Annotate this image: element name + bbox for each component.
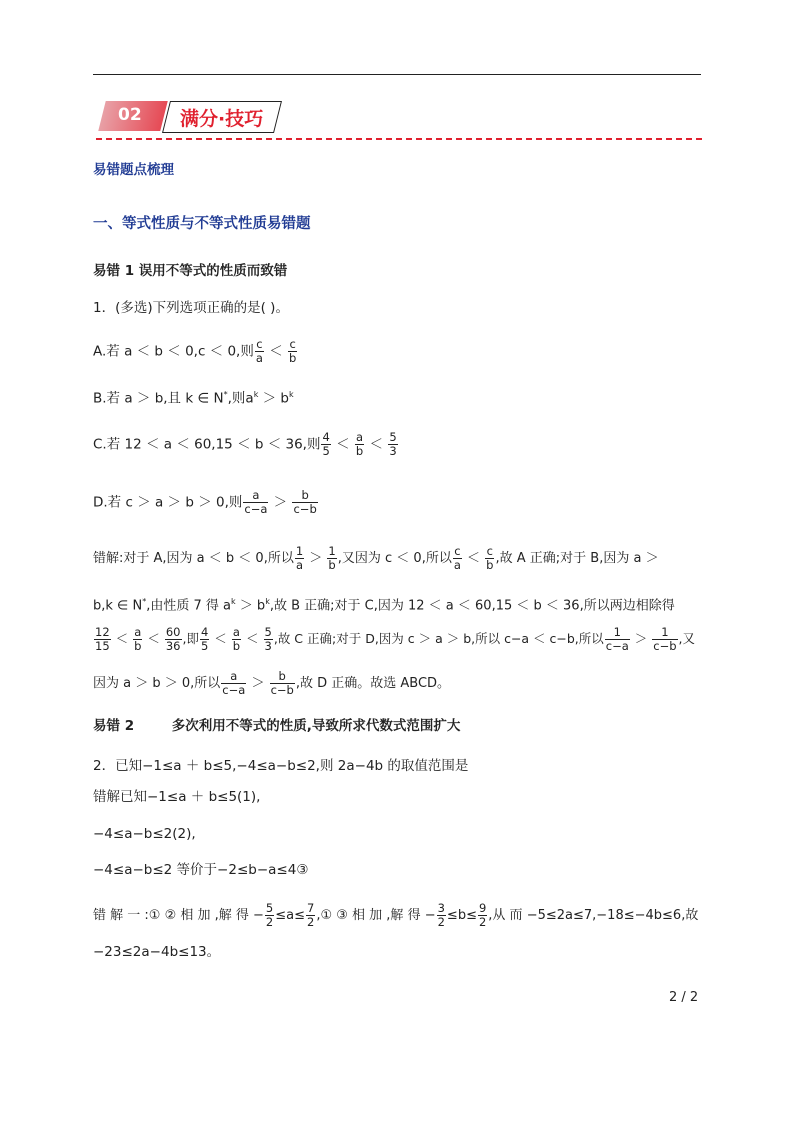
solution-1-line-1: 错解:对于 A,因为 a ＜ b ＜ 0,所以 $\frac{1}{a}$ ＞ $\frac{1}{b}$ ,又因为 c ＜ 0,所以 $\frac{c}{a}$ ＜ $\frac{c}{b}$ ,故 A 正确;对于 B,因为 a ＞ bbox=[93, 544, 659, 572]
section-title: 易错题点梳理 bbox=[93, 162, 174, 178]
banner-number: 02 bbox=[118, 105, 142, 125]
banner-title: 满分·技巧 bbox=[180, 108, 264, 130]
solution-2-line-4: 错 解 一 :① ② 相 加 ,解 得 − $\frac{5}{2}$ ≤a≤ $\frac{7}{2}$ ,① ③ 相 加 ,解 得 − $\frac{3}{2}$ ≤b≤ $\frac{9}{2}$ ,从 而 −5≤2a≤7,−18≤−4b≤6,故 bbox=[93, 901, 699, 929]
page-number: 2 / 2 bbox=[669, 990, 699, 1005]
error-1-title: 易错 1 误用不等式的性质而致错 bbox=[93, 263, 288, 279]
option-b: B.若 a ＞ b,且 k ∈ N*,则$a^k > b^k$ bbox=[93, 390, 294, 407]
option-a: A.若 a ＜ b ＜ 0,c ＜ 0,则 $\frac{c}{a}$ ＜ $\frac{c}{b}$ bbox=[93, 337, 297, 365]
error-2-title: 易错 2 多次利用不等式的性质,导致所求代数式范围扩大 bbox=[93, 718, 461, 734]
question-1-stem: 1．(多选)下列选项正确的是( )。 bbox=[93, 300, 289, 316]
solution-2-line-1: 错解已知−1≤a ＋ b≤5(1), bbox=[93, 789, 261, 805]
solution-1-line-2: b,k ∈ N*,由性质 7 得 $a^k > b^k$,故 B 正确;对于 C,因为 12 ＜ a ＜ 60,15 ＜ b ＜ 36,所以两边相除得 bbox=[93, 597, 675, 614]
solution-1-line-4: 因为 a ＞ b ＞ 0,所以 $\frac{a}{c-a}$ ＞ $\frac{b}{c-b}$ ,故 D 正确。故选 ABCD。 bbox=[93, 669, 451, 697]
banner-dashed-rule bbox=[96, 138, 702, 140]
header-rule bbox=[93, 74, 701, 75]
solution-2-line-2: −4≤a−b≤2(2), bbox=[93, 826, 196, 842]
option-d: D.若 c ＞ a ＞ b ＞ 0,则 $\frac{a}{c-a}$ ＞ $\frac{b}{c-b}$ bbox=[93, 488, 317, 516]
option-c: C.若 12 ＜ a ＜ 60,15 ＜ b ＜ 36,则 $\frac{4}{5}$ ＜ $\frac{a}{b}$ ＜ $\frac{5}{3}$ bbox=[93, 430, 397, 458]
heading-1: 一、等式性质与不等式性质易错题 bbox=[93, 216, 311, 232]
solution-1-line-3: $\frac{12}{15}$ ＜ $\frac{a}{b}$ ＜ $\frac{60}{36}$ ,即 $\frac{4}{5}$ ＜ $\frac{a}{b}$ ＜ $\frac{5}{3}$ ,故 C 正确;对于 D,因为 c ＞ a ＞ b,所以 c−a ＜ c−b,所以 $\frac{1}{c-a}$ ＞ $\frac{1}{c-b}$ ,又 bbox=[95, 625, 695, 653]
question-2-stem: 2．已知−1≤a ＋ b≤5,−4≤a−b≤2,则 2a−4b 的取值范围是 bbox=[93, 758, 469, 774]
solution-2-line-3: −4≤a−b≤2 等价于−2≤b−a≤4③ bbox=[93, 862, 309, 878]
solution-2-line-5: −23≤2a−4b≤13。 bbox=[93, 944, 221, 960]
